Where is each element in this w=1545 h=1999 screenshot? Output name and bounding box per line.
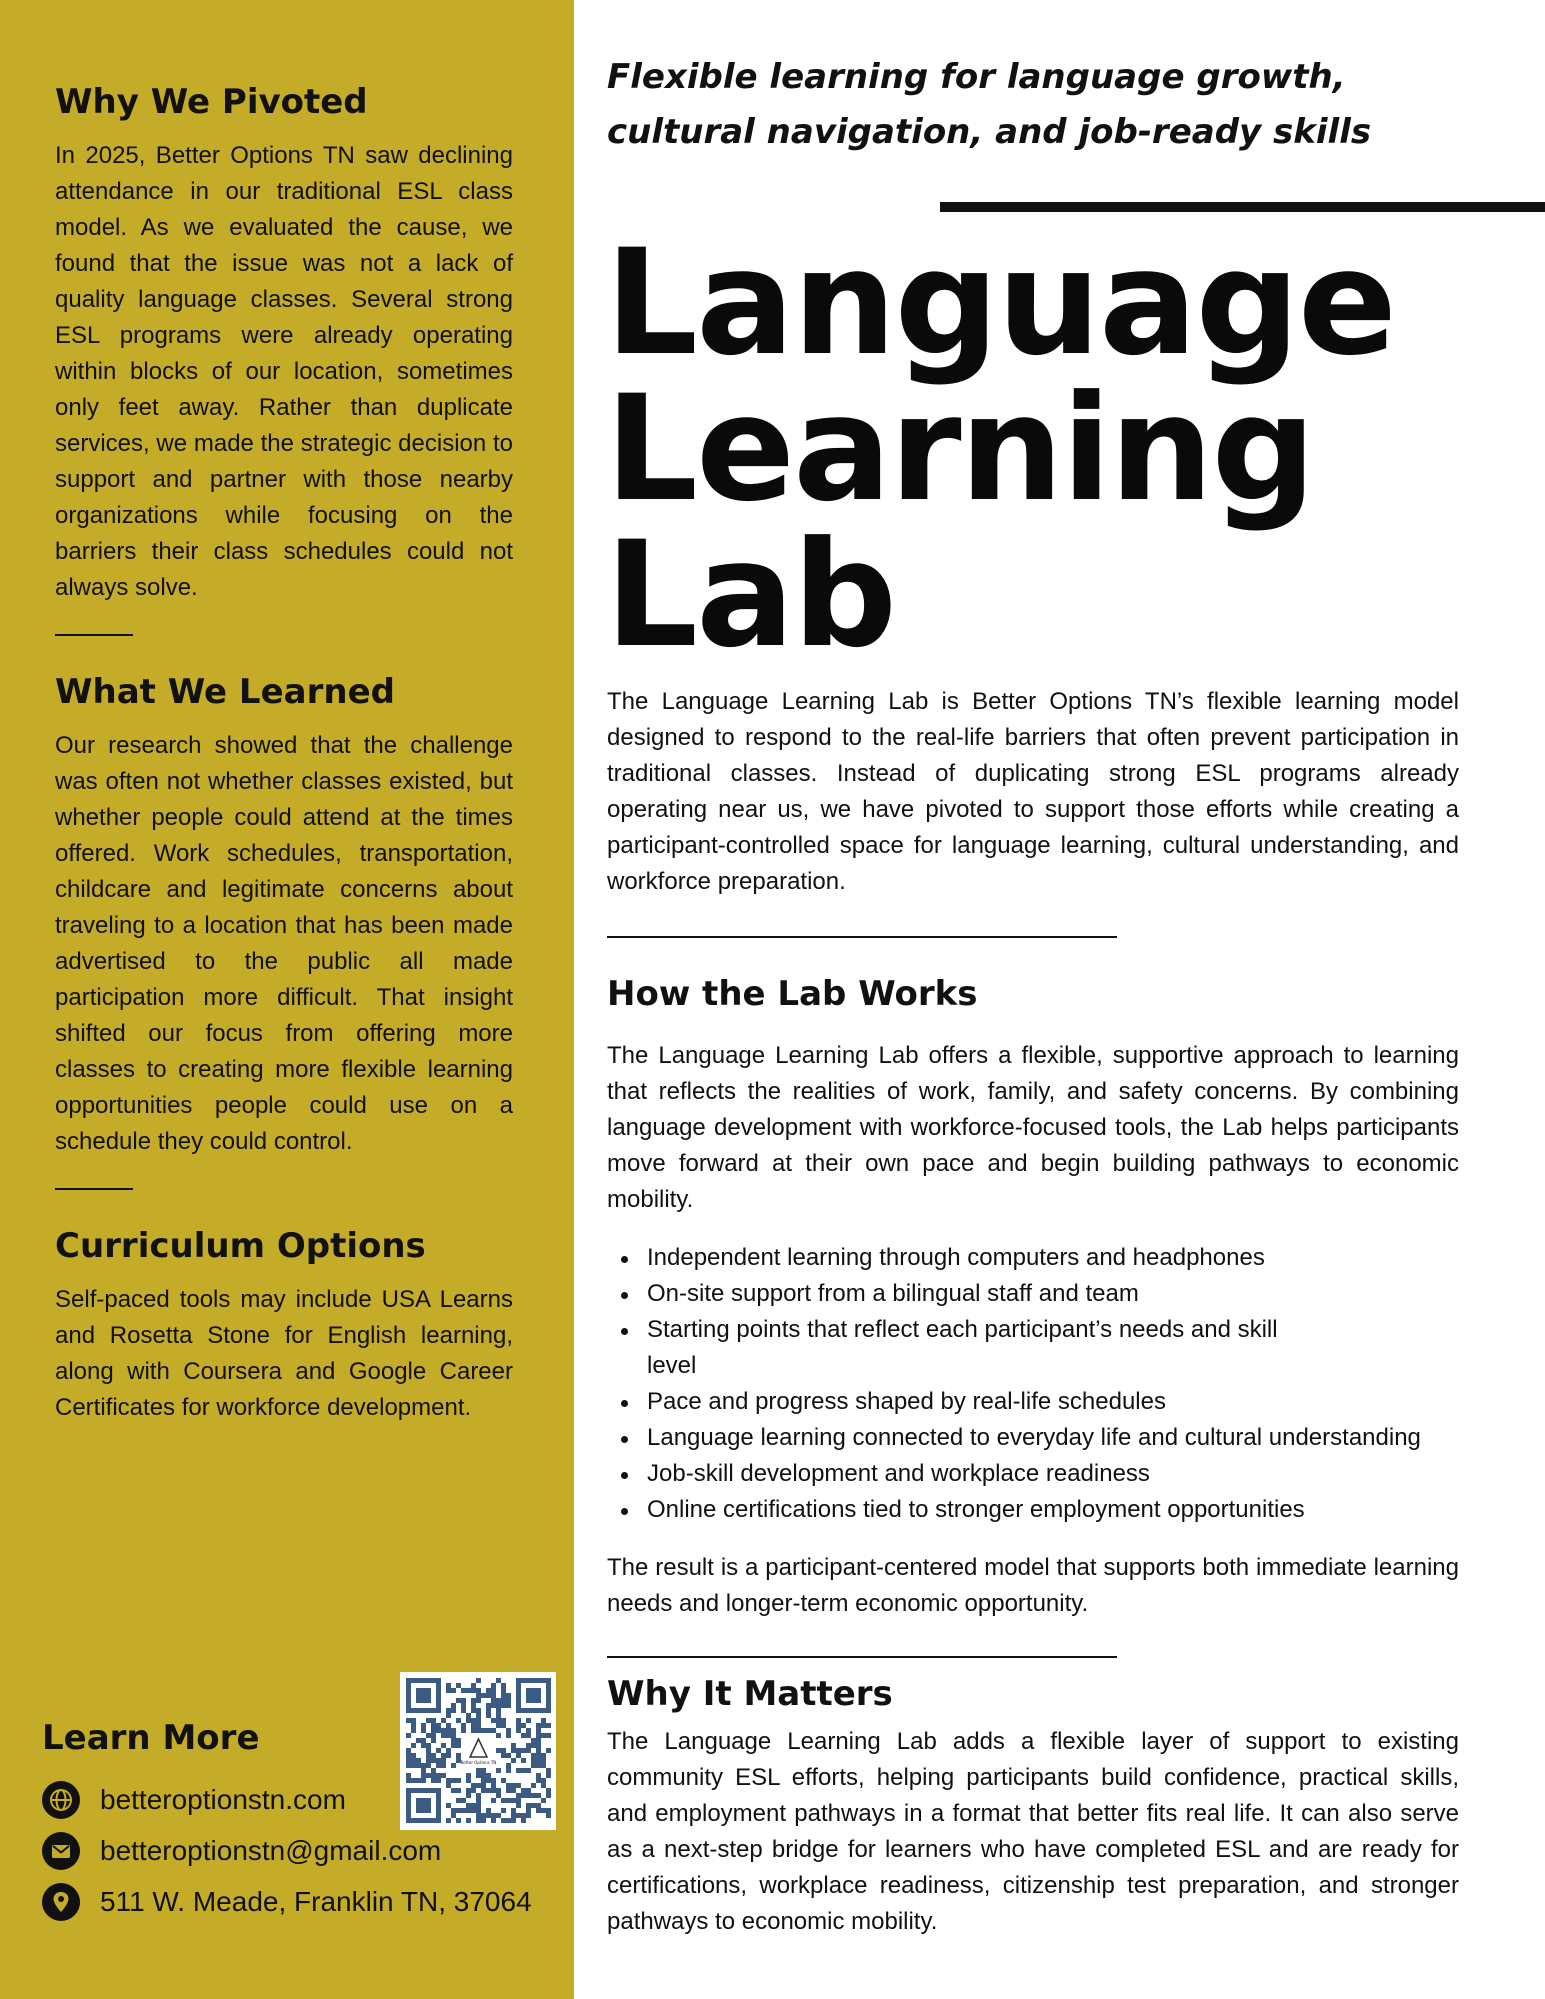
qr-code[interactable] <box>400 1672 556 1830</box>
learn-more-heading: Learn More <box>42 1718 260 1758</box>
how-it-works-text: The Language Learning Lab offers a flexible, supportive approach to learning that reflects the realities of work, family, and safety concerns. By combining language development with workforce-focused tools, the Lab helps participants move forward at their own pace and begin building pathways to economic mobility. <box>607 1042 1459 1213</box>
title-line: Language <box>605 218 1395 388</box>
address-text: 511 W. Meade, Franklin TN, 37064 <box>100 1885 532 1917</box>
qr-code-graphic <box>400 1672 556 1830</box>
why-matters-text: The Language Learning Lab adds a flexible layer of support to existing community ESL efforts, helping participants build confidence, practical skills, and employment pathways in a format that better fits real life. It can also serve as a next-step bridge for learners who have completed ESL and are ready for certifications, workplace readiness, citizenship test preparation, and stronger pathways to economic mobility. <box>607 1728 1459 1935</box>
curriculum-heading: Curriculum Options <box>55 1226 426 1266</box>
section-divider <box>607 936 1117 938</box>
why-pivoted-heading: Why We Pivoted <box>55 82 368 122</box>
tagline: Flexible learning for language growth, cultural navigation, and job-ready skills <box>607 57 1372 152</box>
title-accent-bar <box>940 202 1545 212</box>
what-learned-text: Our research showed that the challenge was often not whether classes existed, but whether people could attend at the times offered. Work schedules, transportation, childcare and legitimate concerns about traveling to a location that has been made advertised to the public all made participation more difficult. That insight shifted our focus from offering more classes to creating more flexible learning opportunities people could use on a schedule they could control. <box>55 732 513 1155</box>
why-matters-heading: Why It Matters <box>607 1674 893 1714</box>
list-item: Job-skill development and workplace readiness <box>647 1456 1459 1492</box>
curriculum-text: Self-paced tools may include USA Learns and Rosetta Stone for English learning, along with Coursera and Google Career Certificates for workforce development. <box>55 1286 513 1421</box>
intro-text: The Language Learning Lab is Better Options TN’s flexible learning model designed to respond to the real-life barriers that often prevent participation in traditional classes. Instead of duplicating strong ESL programs already operating near us, we have pivoted to support those efforts while creating a participant-controlled space for language learning, cultural understanding, and workforce preparation. <box>607 688 1459 895</box>
list-item: On-site support from a bilingual staff and team <box>647 1276 1459 1312</box>
divider <box>55 634 133 636</box>
why-pivoted-text: In 2025, Better Options TN saw declining attendance in our traditional ESL class model. As we evaluated the cause, we found that the issue was not a lack of quality language classes. Several strong ESL programs were already operating within blocks of our location, sometimes only feet away. Rather than duplicate services, we made the strategic decision to support and partner with those nearby organizations while focusing on the barriers their class schedules could not always solve. <box>55 142 513 601</box>
what-learned-heading: What We Learned <box>55 672 395 712</box>
result-text: The result is a participant-centered model that supports both immediate learning needs and longer-term economic opportunity. <box>607 1554 1459 1617</box>
section-divider <box>607 1656 1117 1658</box>
email-text: betteroptionstn@gmail.com <box>100 1834 442 1866</box>
sidebar-content <box>55 82 513 1426</box>
how-it-works-heading: How the Lab Works <box>607 974 978 1014</box>
main-content <box>607 684 1459 1940</box>
globe-icon <box>42 1781 80 1819</box>
website-text: betteroptionstn.com <box>100 1783 346 1815</box>
sidebar <box>0 0 574 1999</box>
divider <box>55 1188 133 1190</box>
qr-logo-label: Better Options TN <box>460 1760 497 1765</box>
title-line: Learning <box>605 364 1315 534</box>
email-link[interactable] <box>42 1825 562 1876</box>
address-row <box>42 1876 562 1927</box>
mail-icon <box>42 1832 80 1870</box>
features-list <box>607 1240 1459 1528</box>
list-item: Online certifications tied to stronger employment opportunities <box>647 1492 1459 1528</box>
list-item: Pace and progress shaped by real-life schedules <box>647 1384 1459 1420</box>
list-item: Independent learning through computers and headphones <box>647 1240 1459 1276</box>
list-item: Language learning connected to everyday life and cultural understanding <box>647 1420 1459 1456</box>
location-pin-icon <box>42 1883 80 1921</box>
list-item: Starting points that reflect each participant’s needs and skill level <box>647 1312 1327 1384</box>
title-line: Lab <box>605 510 896 680</box>
page-title <box>605 218 1545 680</box>
main-header <box>607 50 1460 160</box>
